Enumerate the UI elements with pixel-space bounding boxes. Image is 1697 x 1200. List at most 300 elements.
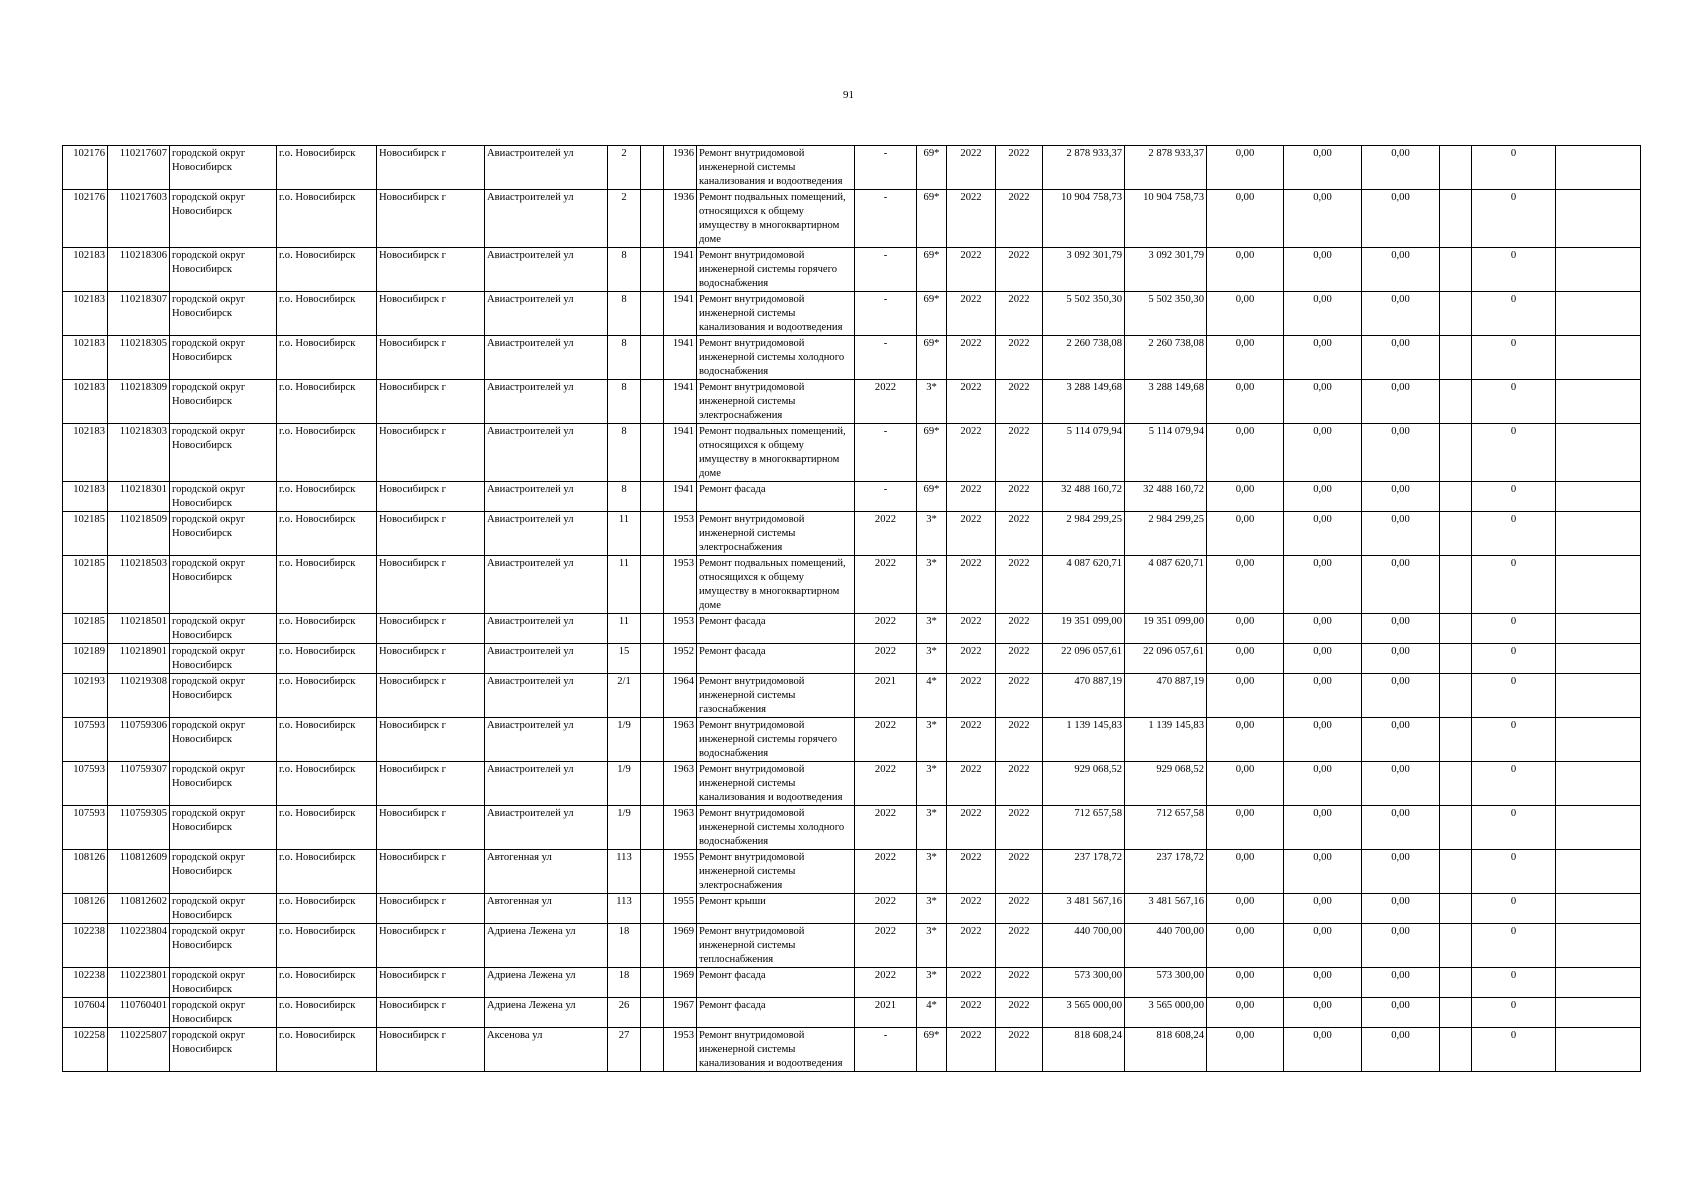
end-year-cell: 2022: [996, 336, 1043, 380]
federal-funds-cell: 0,00: [1207, 292, 1284, 336]
build-year-cell: 1963: [664, 762, 697, 806]
work-type-cell: Ремонт внутридомовой инженерной системы канализования и водоотведения: [697, 292, 855, 336]
house-code-cell: 110218509: [108, 512, 170, 556]
municipality-cell: г.о. Новосибирск: [277, 850, 377, 894]
plan-year-cell: 2022: [855, 380, 917, 424]
work-type-cell: Ремонт подвальных помещений, относящихся к общему имуществу в многоквартирном доме: [697, 424, 855, 482]
work-type-cell: Ремонт подвальных помещений, относящихся к общему имуществу в многоквартирном доме: [697, 556, 855, 614]
plan-year-cell: 2021: [855, 674, 917, 718]
house-code-cell: 110218307: [108, 292, 170, 336]
house-number-cell: 2: [608, 146, 641, 190]
table-row: [63, 850, 1641, 894]
house-number-cell: 18: [608, 968, 641, 998]
table-row: [63, 336, 1641, 380]
city-cell: Новосибирск г: [377, 190, 485, 248]
table-row: [63, 1028, 1641, 1072]
building-cell: [641, 968, 664, 998]
empty-cell: [1556, 380, 1641, 424]
street-cell: Авиастроителей ул: [485, 512, 608, 556]
fund-cost-cell: 2 984 299,25: [1125, 512, 1207, 556]
federal-funds-cell: 0,00: [1207, 190, 1284, 248]
street-cell: Авиастроителей ул: [485, 806, 608, 850]
row-id-cell: 102189: [63, 644, 108, 674]
build-year-cell: 1952: [664, 644, 697, 674]
district-cell: городской округ Новосибирск: [170, 482, 277, 512]
building-cell: [641, 424, 664, 482]
federal-funds-cell: 0,00: [1207, 968, 1284, 998]
empty-cell: [1440, 248, 1472, 292]
empty-cell: [1440, 806, 1472, 850]
end-year-cell: 2022: [996, 190, 1043, 248]
table-row: [63, 190, 1641, 248]
empty-cell: [1556, 894, 1641, 924]
district-cell: городской округ Новосибирск: [170, 512, 277, 556]
build-year-cell: 1963: [664, 806, 697, 850]
house-code-cell: 110759306: [108, 718, 170, 762]
city-cell: Новосибирск г: [377, 850, 485, 894]
start-year-cell: 2022: [947, 614, 996, 644]
empty-cell: [1440, 336, 1472, 380]
end-year-cell: 2022: [996, 482, 1043, 512]
municipality-cell: г.о. Новосибирск: [277, 146, 377, 190]
municipality-cell: г.о. Новосибирск: [277, 380, 377, 424]
priority-cell: 3*: [917, 894, 947, 924]
work-type-cell: Ремонт внутридомовой инженерной системы электроснабжения: [697, 380, 855, 424]
empty-cell: [1556, 248, 1641, 292]
row-id-cell: 102183: [63, 380, 108, 424]
house-number-cell: 1/9: [608, 718, 641, 762]
building-cell: [641, 146, 664, 190]
end-year-cell: 2022: [996, 762, 1043, 806]
district-cell: городской округ Новосибирск: [170, 380, 277, 424]
district-cell: городской округ Новосибирск: [170, 190, 277, 248]
empty-cell: [1556, 292, 1641, 336]
federal-funds-cell: 0,00: [1207, 674, 1284, 718]
table-row: [63, 380, 1641, 424]
city-cell: Новосибирск г: [377, 674, 485, 718]
local-funds-cell: 0,00: [1362, 190, 1440, 248]
start-year-cell: 2022: [947, 718, 996, 762]
house-code-cell: 110223804: [108, 924, 170, 968]
building-cell: [641, 614, 664, 644]
empty-cell: [1440, 968, 1472, 998]
end-year-cell: 2022: [996, 146, 1043, 190]
municipality-cell: г.о. Новосибирск: [277, 614, 377, 644]
row-id-cell: 102185: [63, 512, 108, 556]
capital-repair-table: [62, 145, 1641, 1072]
empty-cell: [1556, 998, 1641, 1028]
start-year-cell: 2022: [947, 968, 996, 998]
fund-cost-cell: 237 178,72: [1125, 850, 1207, 894]
empty-cell: [1440, 718, 1472, 762]
house-code-cell: 110218501: [108, 614, 170, 644]
end-year-cell: 2022: [996, 674, 1043, 718]
fund-cost-cell: 1 139 145,83: [1125, 718, 1207, 762]
build-year-cell: 1955: [664, 894, 697, 924]
house-number-cell: 8: [608, 380, 641, 424]
city-cell: Новосибирск г: [377, 1028, 485, 1072]
plan-year-cell: 2022: [855, 806, 917, 850]
owner-funds-cell: 0: [1472, 556, 1556, 614]
empty-cell: [1556, 806, 1641, 850]
owner-funds-cell: 0: [1472, 146, 1556, 190]
start-year-cell: 2022: [947, 380, 996, 424]
street-cell: Авиастроителей ул: [485, 380, 608, 424]
regional-funds-cell: 0,00: [1284, 674, 1362, 718]
priority-cell: 3*: [917, 644, 947, 674]
building-cell: [641, 292, 664, 336]
local-funds-cell: 0,00: [1362, 894, 1440, 924]
page-number: 91: [843, 89, 854, 101]
district-cell: городской округ Новосибирск: [170, 894, 277, 924]
regional-funds-cell: 0,00: [1284, 762, 1362, 806]
work-type-cell: Ремонт фасада: [697, 644, 855, 674]
house-code-cell: 110218309: [108, 380, 170, 424]
plan-year-cell: 2022: [855, 762, 917, 806]
municipality-cell: г.о. Новосибирск: [277, 1028, 377, 1072]
regional-funds-cell: 0,00: [1284, 718, 1362, 762]
federal-funds-cell: 0,00: [1207, 924, 1284, 968]
city-cell: Новосибирск г: [377, 248, 485, 292]
empty-cell: [1440, 512, 1472, 556]
table-row: [63, 762, 1641, 806]
total-cost-cell: 19 351 099,00: [1043, 614, 1125, 644]
empty-cell: [1440, 482, 1472, 512]
house-number-cell: 1/9: [608, 762, 641, 806]
owner-funds-cell: 0: [1472, 512, 1556, 556]
empty-cell: [1556, 968, 1641, 998]
start-year-cell: 2022: [947, 674, 996, 718]
priority-cell: 3*: [917, 968, 947, 998]
city-cell: Новосибирск г: [377, 998, 485, 1028]
street-cell: Авиастроителей ул: [485, 190, 608, 248]
regional-funds-cell: 0,00: [1284, 556, 1362, 614]
owner-funds-cell: 0: [1472, 614, 1556, 644]
regional-funds-cell: 0,00: [1284, 380, 1362, 424]
total-cost-cell: 712 657,58: [1043, 806, 1125, 850]
table-row: [63, 292, 1641, 336]
owner-funds-cell: 0: [1472, 380, 1556, 424]
row-id-cell: 102185: [63, 556, 108, 614]
local-funds-cell: 0,00: [1362, 482, 1440, 512]
district-cell: городской округ Новосибирск: [170, 924, 277, 968]
local-funds-cell: 0,00: [1362, 718, 1440, 762]
street-cell: Авиастроителей ул: [485, 762, 608, 806]
empty-cell: [1440, 190, 1472, 248]
empty-cell: [1440, 644, 1472, 674]
end-year-cell: 2022: [996, 292, 1043, 336]
build-year-cell: 1941: [664, 380, 697, 424]
fund-cost-cell: 3 565 000,00: [1125, 998, 1207, 1028]
district-cell: городской округ Новосибирск: [170, 556, 277, 614]
city-cell: Новосибирск г: [377, 556, 485, 614]
regional-funds-cell: 0,00: [1284, 998, 1362, 1028]
federal-funds-cell: 0,00: [1207, 336, 1284, 380]
end-year-cell: 2022: [996, 512, 1043, 556]
local-funds-cell: 0,00: [1362, 968, 1440, 998]
plan-year-cell: 2022: [855, 968, 917, 998]
building-cell: [641, 556, 664, 614]
local-funds-cell: 0,00: [1362, 850, 1440, 894]
city-cell: Новосибирск г: [377, 292, 485, 336]
building-cell: [641, 998, 664, 1028]
build-year-cell: 1953: [664, 512, 697, 556]
regional-funds-cell: 0,00: [1284, 248, 1362, 292]
regional-funds-cell: 0,00: [1284, 968, 1362, 998]
end-year-cell: 2022: [996, 556, 1043, 614]
empty-cell: [1556, 556, 1641, 614]
end-year-cell: 2022: [996, 894, 1043, 924]
build-year-cell: 1941: [664, 336, 697, 380]
work-type-cell: Ремонт внутридомовой инженерной системы горячего водоснабжения: [697, 248, 855, 292]
fund-cost-cell: 3 288 149,68: [1125, 380, 1207, 424]
start-year-cell: 2022: [947, 1028, 996, 1072]
start-year-cell: 2022: [947, 850, 996, 894]
total-cost-cell: 3 565 000,00: [1043, 998, 1125, 1028]
empty-cell: [1556, 924, 1641, 968]
work-type-cell: Ремонт фасада: [697, 614, 855, 644]
build-year-cell: 1941: [664, 424, 697, 482]
local-funds-cell: 0,00: [1362, 998, 1440, 1028]
work-type-cell: Ремонт фасада: [697, 482, 855, 512]
row-id-cell: 108126: [63, 894, 108, 924]
table-row: [63, 482, 1641, 512]
row-id-cell: 102238: [63, 924, 108, 968]
start-year-cell: 2022: [947, 424, 996, 482]
district-cell: городской округ Новосибирск: [170, 674, 277, 718]
total-cost-cell: 2 984 299,25: [1043, 512, 1125, 556]
start-year-cell: 2022: [947, 998, 996, 1028]
regional-funds-cell: 0,00: [1284, 644, 1362, 674]
street-cell: Авиастроителей ул: [485, 336, 608, 380]
street-cell: Автогенная ул: [485, 894, 608, 924]
end-year-cell: 2022: [996, 924, 1043, 968]
street-cell: Авиастроителей ул: [485, 424, 608, 482]
district-cell: городской округ Новосибирск: [170, 1028, 277, 1072]
total-cost-cell: 2 260 738,08: [1043, 336, 1125, 380]
work-type-cell: Ремонт внутридомовой инженерной системы холодного водоснабжения: [697, 806, 855, 850]
priority-cell: 3*: [917, 614, 947, 644]
house-number-cell: 15: [608, 644, 641, 674]
work-type-cell: Ремонт внутридомовой инженерной системы теплоснабжения: [697, 924, 855, 968]
total-cost-cell: 929 068,52: [1043, 762, 1125, 806]
house-code-cell: 110218306: [108, 248, 170, 292]
building-cell: [641, 806, 664, 850]
end-year-cell: 2022: [996, 1028, 1043, 1072]
end-year-cell: 2022: [996, 718, 1043, 762]
house-number-cell: 2: [608, 190, 641, 248]
regional-funds-cell: 0,00: [1284, 512, 1362, 556]
street-cell: Авиастроителей ул: [485, 674, 608, 718]
house-number-cell: 11: [608, 556, 641, 614]
municipality-cell: г.о. Новосибирск: [277, 762, 377, 806]
local-funds-cell: 0,00: [1362, 924, 1440, 968]
end-year-cell: 2022: [996, 968, 1043, 998]
district-cell: городской округ Новосибирск: [170, 336, 277, 380]
empty-cell: [1440, 924, 1472, 968]
total-cost-cell: 10 904 758,73: [1043, 190, 1125, 248]
row-id-cell: 102238: [63, 968, 108, 998]
table-row: [63, 146, 1641, 190]
start-year-cell: 2022: [947, 644, 996, 674]
empty-cell: [1440, 146, 1472, 190]
empty-cell: [1440, 614, 1472, 644]
total-cost-cell: 3 288 149,68: [1043, 380, 1125, 424]
house-code-cell: 110218503: [108, 556, 170, 614]
building-cell: [641, 336, 664, 380]
city-cell: Новосибирск г: [377, 924, 485, 968]
fund-cost-cell: 10 904 758,73: [1125, 190, 1207, 248]
street-cell: Авиастроителей ул: [485, 248, 608, 292]
building-cell: [641, 380, 664, 424]
empty-cell: [1556, 146, 1641, 190]
work-type-cell: Ремонт внутридомовой инженерной системы канализования и водоотведения: [697, 1028, 855, 1072]
empty-cell: [1556, 674, 1641, 718]
owner-funds-cell: 0: [1472, 674, 1556, 718]
priority-cell: 3*: [917, 762, 947, 806]
house-number-cell: 8: [608, 336, 641, 380]
row-id-cell: 102258: [63, 1028, 108, 1072]
fund-cost-cell: 3 092 301,79: [1125, 248, 1207, 292]
municipality-cell: г.о. Новосибирск: [277, 806, 377, 850]
regional-funds-cell: 0,00: [1284, 190, 1362, 248]
municipality-cell: г.о. Новосибирск: [277, 482, 377, 512]
priority-cell: 3*: [917, 924, 947, 968]
house-number-cell: 2/1: [608, 674, 641, 718]
fund-cost-cell: 5 502 350,30: [1125, 292, 1207, 336]
street-cell: Аксенова ул: [485, 1028, 608, 1072]
local-funds-cell: 0,00: [1362, 380, 1440, 424]
empty-cell: [1440, 894, 1472, 924]
local-funds-cell: 0,00: [1362, 644, 1440, 674]
regional-funds-cell: 0,00: [1284, 806, 1362, 850]
table-row: [63, 614, 1641, 644]
city-cell: Новосибирск г: [377, 762, 485, 806]
empty-cell: [1440, 556, 1472, 614]
local-funds-cell: 0,00: [1362, 424, 1440, 482]
build-year-cell: 1941: [664, 482, 697, 512]
start-year-cell: 2022: [947, 512, 996, 556]
empty-cell: [1556, 424, 1641, 482]
row-id-cell: 102193: [63, 674, 108, 718]
build-year-cell: 1963: [664, 718, 697, 762]
end-year-cell: 2022: [996, 248, 1043, 292]
total-cost-cell: 470 887,19: [1043, 674, 1125, 718]
building-cell: [641, 248, 664, 292]
priority-cell: 69*: [917, 190, 947, 248]
district-cell: городской округ Новосибирск: [170, 850, 277, 894]
start-year-cell: 2022: [947, 292, 996, 336]
plan-year-cell: -: [855, 248, 917, 292]
house-number-cell: 8: [608, 292, 641, 336]
work-type-cell: Ремонт внутридомовой инженерной системы электроснабжения: [697, 850, 855, 894]
house-number-cell: 11: [608, 614, 641, 644]
table-row: [63, 894, 1641, 924]
house-code-cell: 110759307: [108, 762, 170, 806]
plan-year-cell: 2022: [855, 894, 917, 924]
municipality-cell: г.о. Новосибирск: [277, 248, 377, 292]
owner-funds-cell: 0: [1472, 1028, 1556, 1072]
local-funds-cell: 0,00: [1362, 762, 1440, 806]
city-cell: Новосибирск г: [377, 512, 485, 556]
total-cost-cell: 2 878 933,37: [1043, 146, 1125, 190]
house-number-cell: 113: [608, 850, 641, 894]
municipality-cell: г.о. Новосибирск: [277, 556, 377, 614]
municipality-cell: г.о. Новосибирск: [277, 674, 377, 718]
priority-cell: 3*: [917, 718, 947, 762]
federal-funds-cell: 0,00: [1207, 644, 1284, 674]
priority-cell: 69*: [917, 1028, 947, 1072]
table-row: [63, 424, 1641, 482]
plan-year-cell: 2022: [855, 924, 917, 968]
street-cell: Адриена Лежена ул: [485, 968, 608, 998]
house-code-cell: 110218305: [108, 336, 170, 380]
municipality-cell: г.о. Новосибирск: [277, 894, 377, 924]
federal-funds-cell: 0,00: [1207, 556, 1284, 614]
federal-funds-cell: 0,00: [1207, 482, 1284, 512]
build-year-cell: 1936: [664, 146, 697, 190]
owner-funds-cell: 0: [1472, 894, 1556, 924]
empty-cell: [1556, 762, 1641, 806]
end-year-cell: 2022: [996, 806, 1043, 850]
house-code-cell: 110759305: [108, 806, 170, 850]
regional-funds-cell: 0,00: [1284, 614, 1362, 644]
start-year-cell: 2022: [947, 336, 996, 380]
building-cell: [641, 512, 664, 556]
local-funds-cell: 0,00: [1362, 556, 1440, 614]
house-code-cell: 110225807: [108, 1028, 170, 1072]
city-cell: Новосибирск г: [377, 380, 485, 424]
table-row: [63, 924, 1641, 968]
owner-funds-cell: 0: [1472, 248, 1556, 292]
district-cell: городской округ Новосибирск: [170, 146, 277, 190]
row-id-cell: 102185: [63, 614, 108, 644]
federal-funds-cell: 0,00: [1207, 1028, 1284, 1072]
street-cell: Авиастроителей ул: [485, 482, 608, 512]
owner-funds-cell: 0: [1472, 336, 1556, 380]
house-code-cell: 110218901: [108, 644, 170, 674]
build-year-cell: 1964: [664, 674, 697, 718]
start-year-cell: 2022: [947, 894, 996, 924]
total-cost-cell: 3 092 301,79: [1043, 248, 1125, 292]
fund-cost-cell: 2 878 933,37: [1125, 146, 1207, 190]
priority-cell: 4*: [917, 674, 947, 718]
house-number-cell: 18: [608, 924, 641, 968]
priority-cell: 3*: [917, 556, 947, 614]
end-year-cell: 2022: [996, 644, 1043, 674]
municipality-cell: г.о. Новосибирск: [277, 644, 377, 674]
federal-funds-cell: 0,00: [1207, 998, 1284, 1028]
priority-cell: 69*: [917, 336, 947, 380]
empty-cell: [1440, 998, 1472, 1028]
district-cell: городской округ Новосибирск: [170, 292, 277, 336]
plan-year-cell: 2022: [855, 614, 917, 644]
work-type-cell: Ремонт внутридомовой инженерной системы электроснабжения: [697, 512, 855, 556]
district-cell: городской округ Новосибирск: [170, 424, 277, 482]
municipality-cell: г.о. Новосибирск: [277, 924, 377, 968]
plan-year-cell: -: [855, 424, 917, 482]
regional-funds-cell: 0,00: [1284, 336, 1362, 380]
table-row: [63, 998, 1641, 1028]
row-id-cell: 102176: [63, 146, 108, 190]
empty-cell: [1440, 292, 1472, 336]
work-type-cell: Ремонт внутридомовой инженерной системы газоснабжения: [697, 674, 855, 718]
owner-funds-cell: 0: [1472, 998, 1556, 1028]
street-cell: Авиастроителей ул: [485, 146, 608, 190]
district-cell: городской округ Новосибирск: [170, 968, 277, 998]
row-id-cell: 107604: [63, 998, 108, 1028]
build-year-cell: 1967: [664, 998, 697, 1028]
